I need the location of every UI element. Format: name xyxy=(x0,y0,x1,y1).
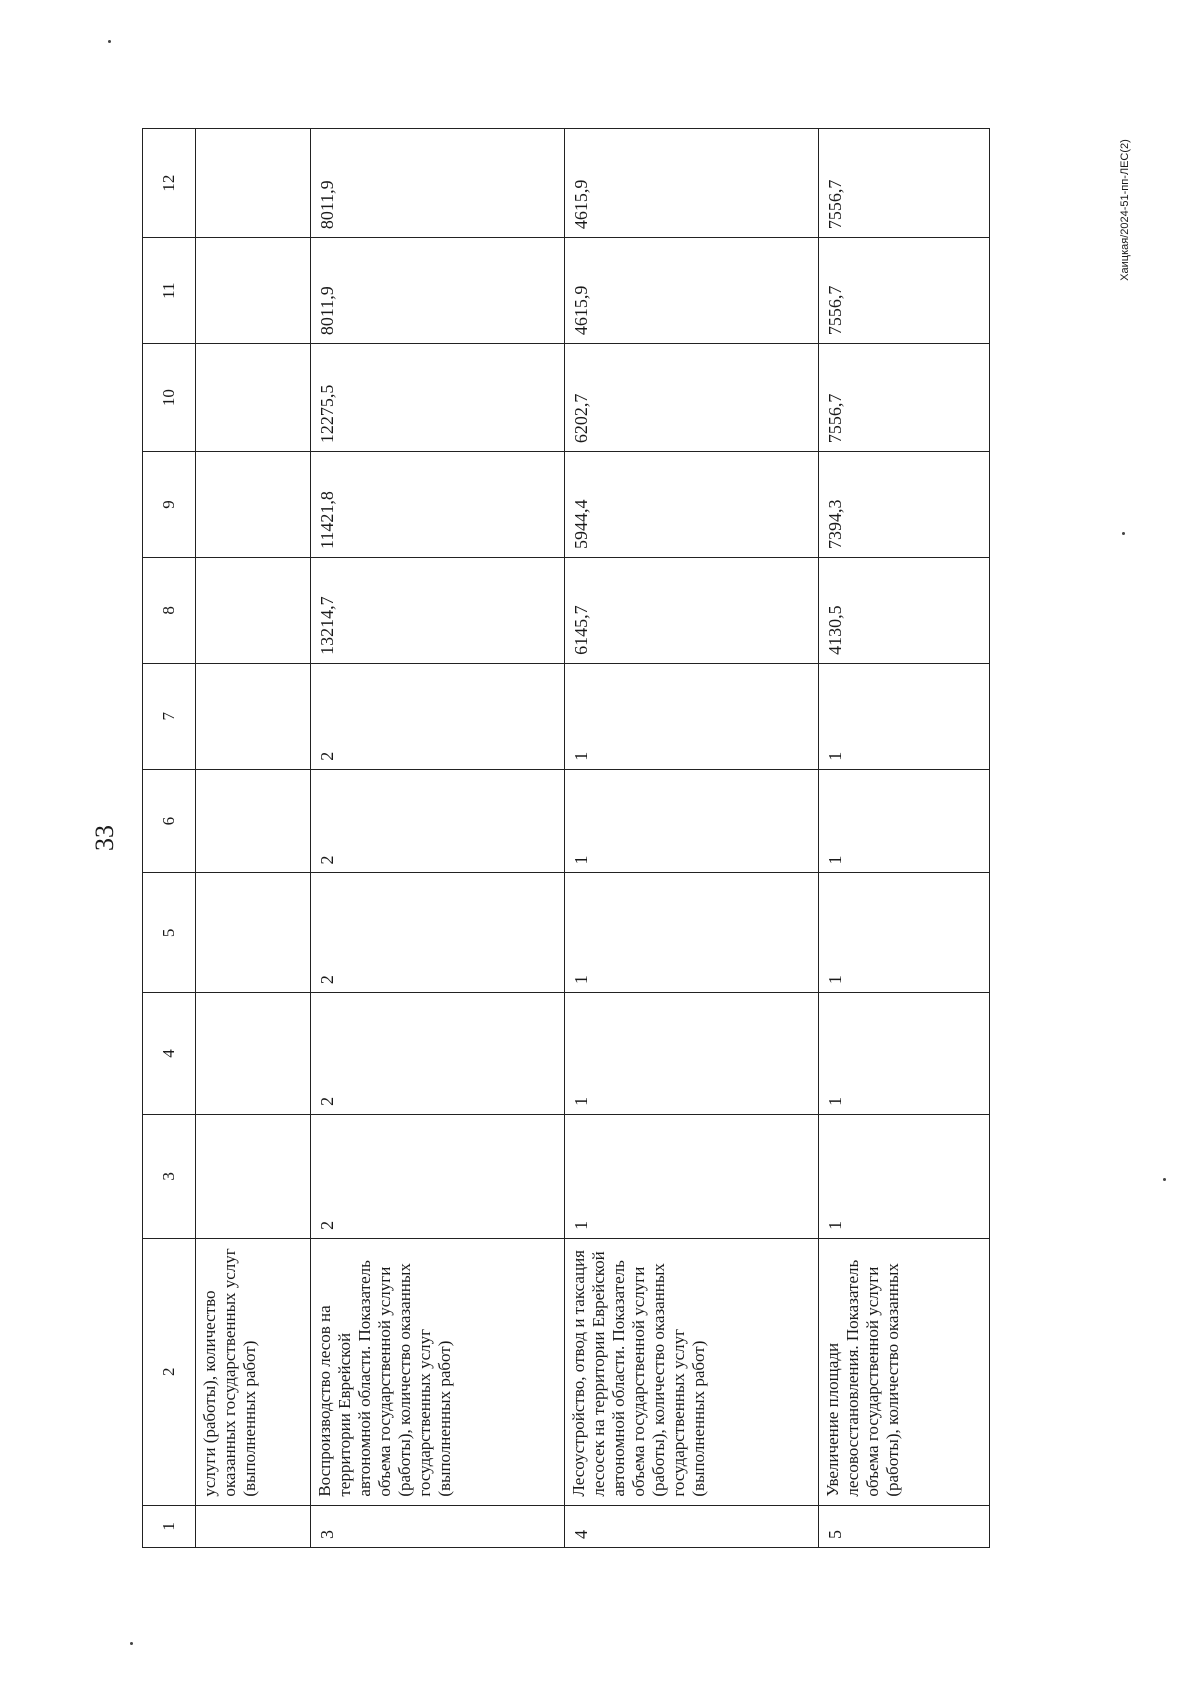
table-cell: 11421,8 xyxy=(311,452,565,558)
table-cell: 1 xyxy=(565,663,819,769)
table-cell: 7556,7 xyxy=(819,344,990,452)
col-header: 2 xyxy=(143,1238,196,1505)
table-cell: 6145,7 xyxy=(565,557,819,663)
col-header: 10 xyxy=(143,344,196,452)
rotated-table-wrapper xyxy=(142,128,990,1548)
page-number: 33 xyxy=(90,825,119,851)
col-header: 11 xyxy=(143,238,196,344)
table-cell: 1 xyxy=(565,993,819,1115)
table-cell: 8011,9 xyxy=(311,129,565,238)
header-row xyxy=(143,129,196,1548)
table-cell: Воспроизводство лесов на территории Еврейской автономной области. Показатель объема государственной услуги (работы), количество оказанных государственных услуг (выполненных работ) xyxy=(311,1238,565,1505)
table-cell: 7556,7 xyxy=(819,238,990,344)
col-header: 8 xyxy=(143,557,196,663)
table-cell: 2 xyxy=(311,873,565,993)
table-cell: 8011,9 xyxy=(311,238,565,344)
table-cell: 2 xyxy=(311,663,565,769)
table-cell: 6202,7 xyxy=(565,344,819,452)
table-cell: 2 xyxy=(311,1114,565,1238)
table-cell xyxy=(196,344,311,452)
table-cell: 5944,4 xyxy=(565,452,819,558)
scan-speck xyxy=(1163,1178,1166,1181)
table-row xyxy=(819,129,990,1548)
table-cell: 1 xyxy=(565,769,819,873)
scan-speck xyxy=(130,1642,133,1645)
col-header: 3 xyxy=(143,1114,196,1238)
table-cell: 4 xyxy=(565,1505,819,1547)
table-row xyxy=(196,129,311,1548)
col-header: 5 xyxy=(143,873,196,993)
scan-speck xyxy=(108,40,111,43)
table-cell: 1 xyxy=(819,993,990,1115)
col-header: 4 xyxy=(143,993,196,1115)
table-cell: 1 xyxy=(819,663,990,769)
document-code: Хаицкая/2024-51-пп-ЛЕС(2) xyxy=(1119,139,1131,281)
table-cell: 4615,9 xyxy=(565,129,819,238)
table-cell: 2 xyxy=(311,769,565,873)
table-cell xyxy=(196,873,311,993)
table-cell: услуги (работы), количество оказанных государственных услуг (выполненных работ) xyxy=(196,1238,311,1505)
table-cell: 5 xyxy=(819,1505,990,1547)
data-table xyxy=(142,128,990,1548)
table-row xyxy=(565,129,819,1548)
table-cell xyxy=(196,1505,311,1547)
table-cell xyxy=(196,129,311,238)
table-cell xyxy=(196,452,311,558)
table-cell: 12275,5 xyxy=(311,344,565,452)
table-cell xyxy=(196,1114,311,1238)
table-cell xyxy=(196,769,311,873)
col-header: 6 xyxy=(143,769,196,873)
table-cell: 1 xyxy=(565,873,819,993)
table-cell: 7394,3 xyxy=(819,452,990,558)
table-row xyxy=(311,129,565,1548)
table-cell: 4615,9 xyxy=(565,238,819,344)
table-cell: 2 xyxy=(311,993,565,1115)
table-cell: 13214,7 xyxy=(311,557,565,663)
table-cell xyxy=(196,993,311,1115)
col-header: 7 xyxy=(143,663,196,769)
col-header: 9 xyxy=(143,452,196,558)
table-cell: 1 xyxy=(565,1114,819,1238)
table-cell: 1 xyxy=(819,873,990,993)
scan-speck xyxy=(1122,532,1125,535)
table-cell: Лесоустройство, отвод и таксация лесосек на территории Еврейской автономной области. Показатель объема государственной услуги (работы), количество оказанных государственных услуг (выполненных работ) xyxy=(565,1238,819,1505)
table-cell: 4130,5 xyxy=(819,557,990,663)
table-cell: 1 xyxy=(819,769,990,873)
table-cell xyxy=(196,663,311,769)
table-cell: 3 xyxy=(311,1505,565,1547)
col-header: 12 xyxy=(143,129,196,238)
table-cell xyxy=(196,557,311,663)
table-cell: 1 xyxy=(819,1114,990,1238)
table-cell: Увеличение площади лесовосстановления. Показатель объема государственной услуги (работы), количество оказанных xyxy=(819,1238,990,1505)
col-header: 1 xyxy=(143,1505,196,1547)
table-cell: 7556,7 xyxy=(819,129,990,238)
table-cell xyxy=(196,238,311,344)
